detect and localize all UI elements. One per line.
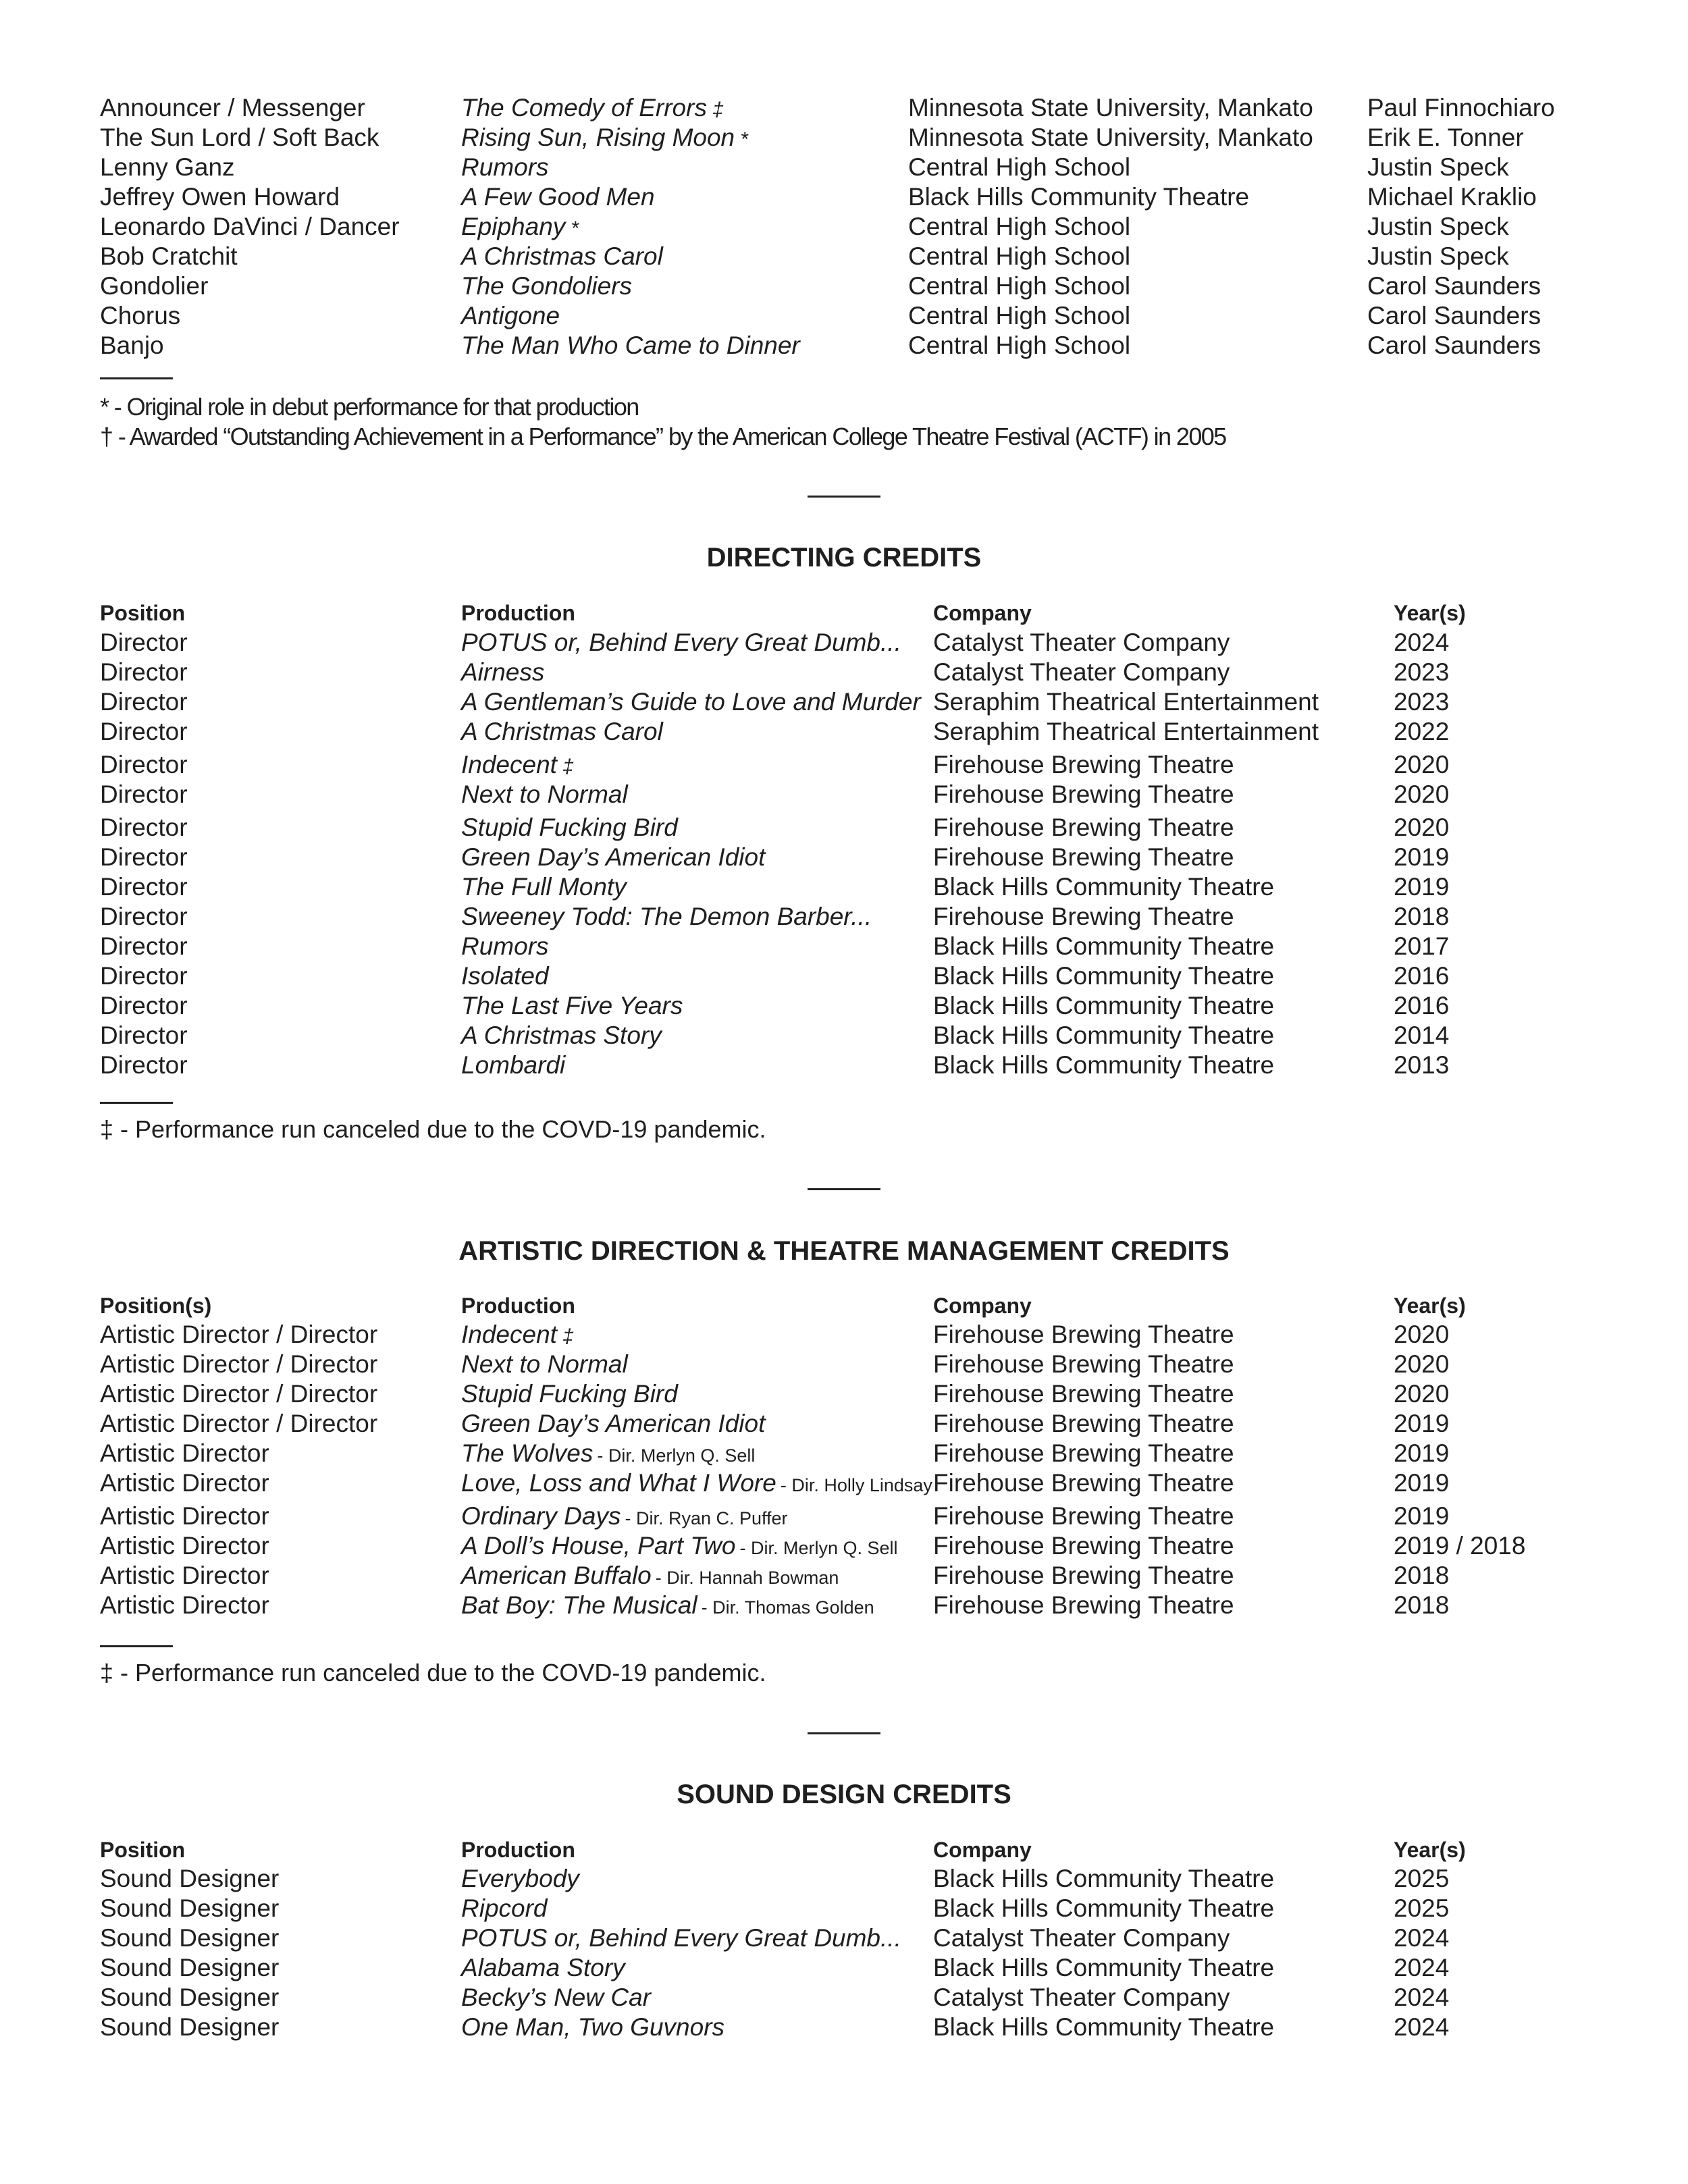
acting-company: Central High School (908, 331, 1131, 359)
directing-credit-row (0, 843, 1688, 872)
directing-credit-row (0, 780, 1688, 809)
sound-company: Black Hills Community Theatre (933, 1865, 1275, 1892)
production-title: Rising Sun, Rising Moon (461, 124, 735, 151)
production-title: Isolated (461, 962, 549, 990)
artistic-position: Artistic Director (100, 1562, 269, 1589)
production-title: One Man, Two Guvnors (461, 2013, 725, 2041)
production-title: Ripcord (461, 1894, 548, 1922)
acting-director: Carol Saunders (1367, 272, 1541, 300)
sound-year: 2025 (1394, 1865, 1450, 1892)
sound-position: Sound Designer (100, 1924, 280, 1952)
artistic-credit-row (0, 1468, 1688, 1498)
artistic-year: 2018 (1394, 1591, 1450, 1619)
directing-position: Director (100, 992, 188, 1019)
acting-role: Lenny Ganz (100, 153, 235, 181)
directing-production (461, 687, 921, 717)
directing-company: Seraphim Theatrical Entertainment (933, 688, 1319, 716)
production-director: - Dir. Merlyn Q. Sell (597, 1445, 756, 1466)
directing-production (461, 991, 683, 1021)
directing-credit-row (0, 961, 1688, 991)
directing-credit-row (0, 813, 1688, 843)
acting-director: Michael Kraklio (1367, 183, 1537, 211)
artistic-production (461, 1561, 839, 1593)
production-title: Stupid Fucking Bird (461, 814, 678, 841)
acting-credit-row (0, 212, 1688, 242)
production-title: Stupid Fucking Bird (461, 1380, 678, 1408)
production-title: The Full Monty (461, 873, 627, 901)
directing-position: Director (100, 873, 188, 901)
acting-company: Central High School (908, 272, 1131, 300)
directing-company: Firehouse Brewing Theatre (933, 780, 1234, 808)
directing-production (461, 780, 628, 809)
acting-role: Banjo (100, 331, 164, 359)
acting-production (461, 123, 748, 155)
acting-credit-row (0, 331, 1688, 361)
artistic-table-divider (100, 1645, 173, 1647)
artistic-credit-row (0, 1561, 1688, 1591)
acting-company: Central High School (908, 153, 1131, 181)
acting-director: Justin Speck (1367, 242, 1509, 270)
directing-credit-row (0, 750, 1688, 780)
acting-credit-row (0, 93, 1688, 123)
production-title: A Gentleman’s Guide to Love and Murder (461, 688, 921, 716)
acting-table-divider (100, 377, 173, 379)
directing-company: Seraphim Theatrical Entertainment (933, 718, 1319, 745)
directing-company: Black Hills Community Theatre (933, 962, 1275, 990)
directing-position: Director (100, 903, 188, 930)
artistic-company: Firehouse Brewing Theatre (933, 1321, 1234, 1348)
artistic-company: Firehouse Brewing Theatre (933, 1410, 1234, 1437)
artistic-column-headers (0, 1292, 1688, 1319)
acting-credit-row (0, 153, 1688, 182)
sound-production (461, 1983, 651, 2013)
acting-credit-row (0, 242, 1688, 271)
acting-production (461, 271, 632, 301)
artistic-company: Firehouse Brewing Theatre (933, 1562, 1234, 1589)
artistic-credit-row (0, 1409, 1688, 1439)
directing-position: Director (100, 751, 188, 778)
production-title: Love, Loss and What I Wore (461, 1469, 776, 1497)
directing-production (461, 932, 549, 961)
sound-position: Sound Designer (100, 1894, 280, 1922)
directing-credit-row (0, 991, 1688, 1021)
acting-role: Chorus (100, 302, 181, 329)
directing-credit-row (0, 687, 1688, 717)
acting-role: Jeffrey Owen Howard (100, 183, 340, 211)
artistic-production (461, 1468, 932, 1500)
directing-position: Director (100, 658, 188, 686)
production-title: The Comedy of Errors (461, 94, 707, 122)
directing-production (461, 717, 663, 747)
directing-year: 2017 (1394, 932, 1450, 960)
acting-company: Minnesota State University, Mankato (908, 124, 1313, 151)
production-title: A Christmas Story (461, 1021, 662, 1049)
sound-credit-row (0, 1923, 1688, 1953)
production-title: Epiphany (461, 213, 566, 240)
acting-director: Justin Speck (1367, 153, 1509, 181)
sound-credit-row (0, 1894, 1688, 1923)
production-title: Ordinary Days (461, 1502, 621, 1530)
directing-production (461, 902, 872, 932)
artistic-position: Artistic Director (100, 1532, 269, 1560)
artistic-year: 2019 (1394, 1502, 1450, 1530)
artistic-production (461, 1591, 874, 1622)
directing-year: 2014 (1394, 1021, 1450, 1049)
directing-year: 2020 (1394, 751, 1450, 778)
sound-year: 2024 (1394, 2013, 1450, 2041)
acting-credit-row (0, 123, 1688, 153)
acting-credit-row (0, 182, 1688, 212)
acting-production (461, 331, 800, 361)
production-mark: ‡ (562, 1325, 574, 1348)
directing-year: 2024 (1394, 629, 1450, 656)
directing-credit-row (0, 932, 1688, 961)
acting-director: Paul Finnochiaro (1367, 94, 1555, 122)
directing-year: 2016 (1394, 962, 1450, 990)
directing-company: Firehouse Brewing Theatre (933, 814, 1234, 841)
production-director: - Dir. Ryan C. Puffer (625, 1508, 788, 1528)
artistic-credit-row (0, 1379, 1688, 1409)
directing-production (461, 628, 901, 658)
directing-credit-row (0, 1050, 1688, 1080)
directing-position: Director (100, 814, 188, 841)
directing-year: 2022 (1394, 718, 1450, 745)
artistic-credit-row (0, 1350, 1688, 1379)
directing-position: Director (100, 688, 188, 716)
acting-company: Minnesota State University, Mankato (908, 94, 1313, 122)
sound-production (461, 1864, 579, 1894)
artistic-company: Firehouse Brewing Theatre (933, 1469, 1234, 1497)
artistic-company: Firehouse Brewing Theatre (933, 1502, 1234, 1530)
artistic-company: Firehouse Brewing Theatre (933, 1532, 1234, 1560)
directing-company: Black Hills Community Theatre (933, 1021, 1275, 1049)
sound-company: Catalyst Theater Company (933, 1983, 1230, 2011)
acting-role: Bob Cratchit (100, 242, 238, 270)
directing-company: Black Hills Community Theatre (933, 873, 1275, 901)
acting-director: Erik E. Tonner (1367, 124, 1524, 151)
production-mark: * (571, 217, 579, 240)
production-title: Indecent (461, 1321, 557, 1348)
sound-credit-row (0, 1864, 1688, 1894)
directing-year: 2023 (1394, 688, 1450, 716)
production-title: A Few Good Men (461, 183, 655, 211)
directing-position: Director (100, 962, 188, 990)
sound-company: Black Hills Community Theatre (933, 2013, 1275, 2041)
artistic-header-3: Company (933, 1294, 1032, 1318)
acting-credit-row (0, 271, 1688, 301)
sound-position: Sound Designer (100, 1983, 280, 2011)
acting-director: Justin Speck (1367, 213, 1509, 240)
acting-production (461, 182, 655, 212)
acting-note-original-role: * - Original role in debut performance for that production (100, 393, 639, 421)
sound-position: Sound Designer (100, 1954, 280, 1981)
artistic-position: Artistic Director (100, 1439, 269, 1467)
directing-year: 2020 (1394, 780, 1450, 808)
artistic-year: 2019 / 2018 (1394, 1532, 1526, 1560)
acting-role: The Sun Lord / Soft Back (100, 124, 379, 151)
directing-position: Director (100, 1051, 188, 1079)
production-director: - Dir. Hannah Bowman (655, 1568, 839, 1588)
acting-note-actf-award: † - Awarded “Outstanding Achievement in a Performance” by the American College Theatre Festival (ACTF) in 2005 (100, 423, 1226, 450)
directing-year: 2023 (1394, 658, 1450, 686)
directing-table-divider (100, 1102, 173, 1104)
artistic-company: Firehouse Brewing Theatre (933, 1380, 1234, 1408)
directing-credit-row (0, 872, 1688, 902)
artistic-year: 2018 (1394, 1562, 1450, 1589)
sound-year: 2025 (1394, 1894, 1450, 1922)
artistic-year: 2019 (1394, 1410, 1450, 1437)
artistic-production (461, 1531, 898, 1563)
directing-position: Director (100, 932, 188, 960)
section-divider (808, 1188, 880, 1190)
artistic-year: 2020 (1394, 1321, 1450, 1348)
production-title: Airness (461, 658, 545, 686)
artistic-header-4: Year(s) (1394, 1294, 1466, 1318)
artistic-production (461, 1379, 678, 1409)
production-title: Next to Normal (461, 1350, 628, 1378)
directing-production (461, 872, 627, 902)
artistic-position: Artistic Director / Director (100, 1380, 378, 1408)
sound-header-1: Position (100, 1838, 186, 1862)
acting-company: Central High School (908, 242, 1131, 270)
directing-position: Director (100, 1021, 188, 1049)
sound-year: 2024 (1394, 1924, 1450, 1952)
artistic-credit-row (0, 1439, 1688, 1468)
production-title: The Last Five Years (461, 992, 683, 1019)
directing-credit-row (0, 658, 1688, 687)
artistic-year: 2019 (1394, 1439, 1450, 1467)
production-mark: ‡ (562, 755, 574, 778)
artistic-section-title: ARTISTIC DIRECTION & THEATRE MANAGEMENT CREDITS (458, 1236, 1230, 1266)
acting-production (461, 301, 560, 331)
directing-position: Director (100, 629, 188, 656)
artistic-credit-row (0, 1531, 1688, 1561)
artistic-company: Firehouse Brewing Theatre (933, 1591, 1234, 1619)
acting-director: Carol Saunders (1367, 331, 1541, 359)
artistic-company: Firehouse Brewing Theatre (933, 1439, 1234, 1467)
production-title: Green Day’s American Idiot (461, 1410, 766, 1437)
production-title: Indecent (461, 751, 557, 778)
production-title: A Christmas Carol (461, 718, 663, 745)
directing-note-covid: ‡ - Performance run canceled due to the COVD-19 pandemic. (100, 1115, 766, 1143)
artistic-position: Artistic Director / Director (100, 1410, 378, 1437)
sound-position: Sound Designer (100, 1865, 280, 1892)
production-director: - Dir. Merlyn Q. Sell (739, 1538, 898, 1558)
production-title: A Doll’s House, Part Two (461, 1532, 736, 1560)
sound-company: Black Hills Community Theatre (933, 1894, 1275, 1922)
directing-credit-row (0, 717, 1688, 747)
production-title: A Christmas Carol (461, 242, 663, 270)
directing-year: 2019 (1394, 843, 1450, 871)
directing-position: Director (100, 843, 188, 871)
acting-production (461, 242, 663, 271)
sound-header-4: Year(s) (1394, 1838, 1466, 1862)
artistic-credit-row (0, 1591, 1688, 1620)
artistic-header-1: Position(s) (100, 1294, 212, 1318)
artistic-year: 2020 (1394, 1380, 1450, 1408)
sound-credit-row (0, 2013, 1688, 2042)
artistic-production (461, 1501, 788, 1533)
directing-header-3: Company (933, 601, 1032, 625)
artistic-header-2: Production (461, 1294, 575, 1318)
sound-company: Catalyst Theater Company (933, 1924, 1230, 1952)
directing-company: Black Hills Community Theatre (933, 1051, 1275, 1079)
artistic-production (461, 1439, 755, 1470)
production-title: POTUS or, Behind Every Great Dumb... (461, 1924, 901, 1952)
production-title: Next to Normal (461, 780, 628, 808)
production-title: Everybody (461, 1865, 579, 1892)
production-mark: * (740, 128, 748, 151)
sound-position: Sound Designer (100, 2013, 280, 2041)
artistic-position: Artistic Director (100, 1502, 269, 1530)
acting-role: Announcer / Messenger (100, 94, 365, 122)
sound-header-3: Company (933, 1838, 1032, 1862)
production-title: Sweeney Todd: The Demon Barber... (461, 903, 872, 930)
production-title: The Wolves (461, 1439, 594, 1467)
production-title: Antigone (461, 302, 560, 329)
section-divider (808, 496, 880, 498)
acting-production (461, 153, 549, 182)
directing-company: Firehouse Brewing Theatre (933, 751, 1234, 778)
directing-year: 2019 (1394, 873, 1450, 901)
acting-role: Gondolier (100, 272, 209, 300)
directing-section-title: DIRECTING CREDITS (706, 543, 982, 572)
sound-credit-row (0, 1983, 1688, 2013)
artistic-production (461, 1350, 628, 1379)
directing-header-1: Position (100, 601, 186, 625)
artistic-production (461, 1409, 765, 1439)
sound-year: 2024 (1394, 1954, 1450, 1981)
directing-year: 2020 (1394, 814, 1450, 841)
directing-company: Catalyst Theater Company (933, 658, 1230, 686)
artistic-credit-row (0, 1320, 1688, 1350)
directing-column-headers (0, 600, 1688, 627)
acting-production (461, 93, 724, 125)
acting-company: Central High School (908, 213, 1131, 240)
artistic-company: Firehouse Brewing Theatre (933, 1350, 1234, 1378)
directing-header-4: Year(s) (1394, 601, 1466, 625)
sound-production (461, 1894, 548, 1923)
sound-section-title: SOUND DESIGN CREDITS (677, 1780, 1011, 1809)
production-title: Rumors (461, 153, 549, 181)
artistic-position: Artistic Director / Director (100, 1321, 378, 1348)
directing-production (461, 961, 549, 991)
directing-year: 2018 (1394, 903, 1450, 930)
production-title: Green Day’s American Idiot (461, 843, 766, 871)
artistic-position: Artistic Director (100, 1591, 269, 1619)
acting-production (461, 212, 579, 244)
directing-credit-row (0, 628, 1688, 658)
production-mark: ‡ (712, 99, 724, 121)
directing-company: Black Hills Community Theatre (933, 932, 1275, 960)
directing-year: 2016 (1394, 992, 1450, 1019)
production-title: Bat Boy: The Musical (461, 1591, 697, 1619)
sound-production (461, 1953, 625, 1983)
directing-company: Firehouse Brewing Theatre (933, 843, 1234, 871)
production-title: Becky’s New Car (461, 1983, 652, 2011)
production-director: - Dir. Thomas Golden (701, 1597, 874, 1618)
directing-position: Director (100, 718, 188, 745)
production-title: Rumors (461, 932, 549, 960)
directing-position: Director (100, 780, 188, 808)
sound-year: 2024 (1394, 1983, 1450, 2011)
production-title: The Gondoliers (461, 272, 632, 300)
acting-company: Central High School (908, 302, 1131, 329)
artistic-note-covid: ‡ - Performance run canceled due to the COVD-19 pandemic. (100, 1659, 766, 1686)
artistic-position: Artistic Director (100, 1469, 269, 1497)
directing-year: 2013 (1394, 1051, 1450, 1079)
production-title: Alabama Story (461, 1954, 625, 1981)
production-title: POTUS or, Behind Every Great Dumb... (461, 629, 901, 656)
sound-header-2: Production (461, 1838, 575, 1862)
sound-column-headers (0, 1836, 1688, 1863)
directing-company: Black Hills Community Theatre (933, 992, 1275, 1019)
directing-credit-row (0, 1021, 1688, 1050)
directing-production (461, 1021, 662, 1050)
artistic-position: Artistic Director / Director (100, 1350, 378, 1378)
sound-production (461, 1923, 901, 1953)
sound-production (461, 2013, 724, 2042)
directing-company: Catalyst Theater Company (933, 629, 1230, 656)
directing-credit-row (0, 902, 1688, 932)
artistic-production (461, 1320, 574, 1352)
sound-credit-row (0, 1953, 1688, 1983)
acting-company: Black Hills Community Theatre (908, 183, 1250, 211)
artistic-year: 2019 (1394, 1469, 1450, 1497)
production-title: Lombardi (461, 1051, 566, 1079)
directing-company: Firehouse Brewing Theatre (933, 903, 1234, 930)
section-divider (808, 1732, 880, 1734)
directing-production (461, 750, 574, 782)
production-title: The Man Who Came to Dinner (461, 331, 800, 359)
artistic-credit-row (0, 1501, 1688, 1531)
artistic-year: 2020 (1394, 1350, 1450, 1378)
acting-director: Carol Saunders (1367, 302, 1541, 329)
sound-company: Black Hills Community Theatre (933, 1954, 1275, 1981)
acting-credit-row (0, 301, 1688, 331)
production-director: - Dir. Holly Lindsay (780, 1475, 932, 1495)
production-title: American Buffalo (461, 1562, 652, 1589)
directing-production (461, 813, 678, 843)
directing-header-2: Production (461, 601, 575, 625)
acting-role: Leonardo DaVinci / Dancer (100, 213, 400, 240)
directing-production (461, 1050, 565, 1080)
directing-production (461, 658, 544, 687)
directing-production (461, 843, 765, 872)
